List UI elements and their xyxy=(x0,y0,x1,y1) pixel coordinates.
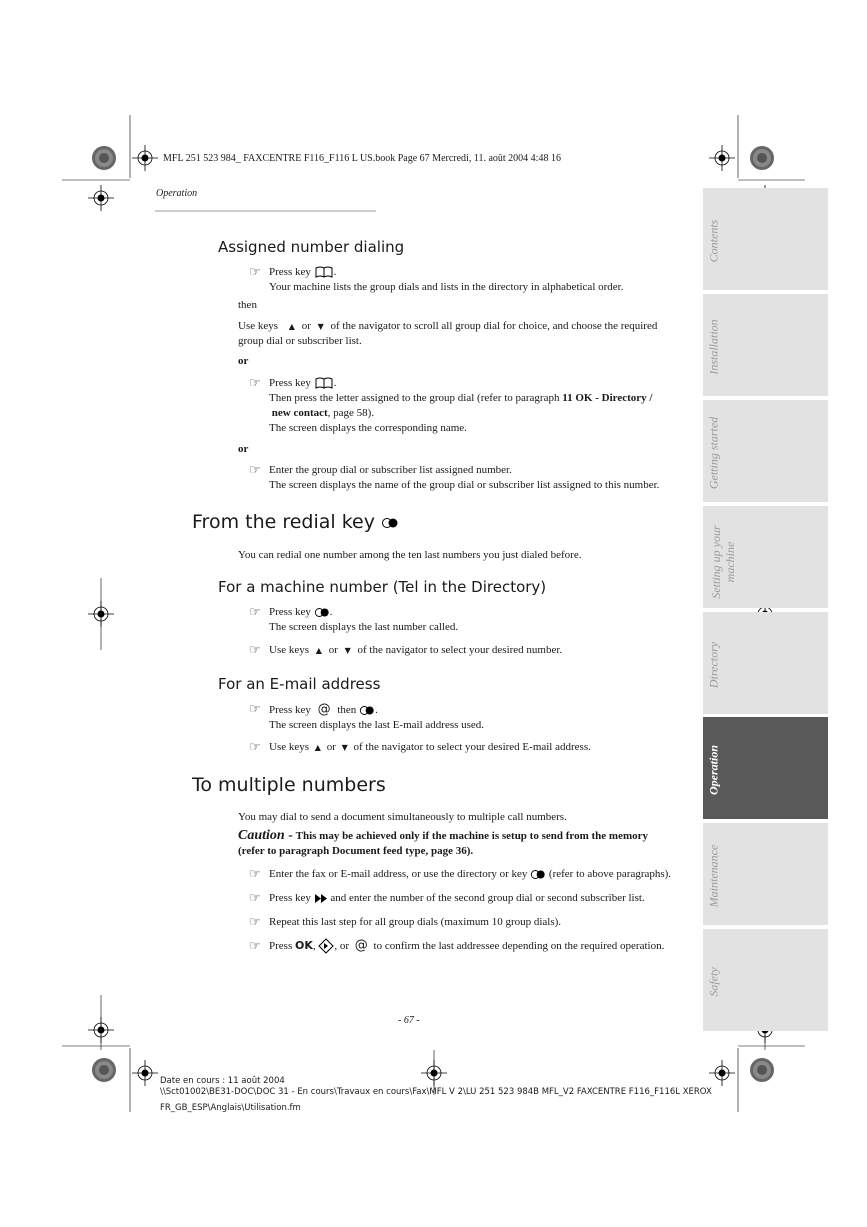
email-step-1: Press key @ then . The screen displays the last E-mail address used. xyxy=(269,702,485,731)
redial-key-icon xyxy=(314,607,330,618)
hand-bullet-icon: ☞ xyxy=(249,938,261,953)
tab-getting-started[interactable]: Getting started xyxy=(703,400,828,502)
tab-setting-up[interactable]: Setting up your machine xyxy=(703,506,828,608)
page-number: - 67 - xyxy=(398,1015,420,1026)
tab-maintenance[interactable]: Maintenance xyxy=(703,823,828,925)
redial-key-icon xyxy=(359,705,375,716)
hand-bullet-icon: ☞ xyxy=(249,890,261,905)
multiple-step-1: Enter the fax or E-mail address, or use the directory or key (refer to above paragraphs). xyxy=(269,868,672,880)
directory-book-icon xyxy=(314,265,334,279)
multiple-step-2: Press key and enter the number of the second group dial or second subscriber list. xyxy=(269,892,645,904)
assigned-step-1: Press key . Your machine lists the group dials and lists in the directory in alphabetical order. xyxy=(269,266,624,293)
hand-bullet-icon: ☞ xyxy=(249,375,261,390)
hand-bullet-icon: ☞ xyxy=(249,914,261,929)
down-arrow-icon: ▼ xyxy=(341,743,348,752)
subsection-title-email: For an E-mail address xyxy=(218,675,381,693)
hand-bullet-icon: ☞ xyxy=(249,739,261,754)
use-keys-paragraph: Use keys ▲ or ▼ of the navigator to scroll all group dial for choice, and choose the required group dial or subscriber list. xyxy=(238,320,658,347)
section-title-multiple-numbers: To multiple numbers xyxy=(192,774,386,796)
hand-bullet-icon: ☞ xyxy=(249,642,261,657)
fast-forward-key-icon xyxy=(314,893,328,904)
multiple-step-4: Press OK, , or @ to confirm the last addressee depending on the required operation. xyxy=(269,938,665,953)
up-arrow-icon: ▲ xyxy=(315,646,322,655)
footer-file: FR_GB_ESP\Anglais\Utilisation.fm xyxy=(160,1103,301,1113)
tab-directory[interactable]: Directory xyxy=(703,612,828,714)
subsection-title-machine-number: For a machine number (Tel in the Directory) xyxy=(218,578,547,596)
tab-operation[interactable]: Operation xyxy=(703,717,828,819)
up-arrow-icon: ▲ xyxy=(314,743,321,752)
section-title-assigned-number: Assigned number dialing xyxy=(218,238,405,256)
assigned-step-3: Enter the group dial or subscriber list assigned number. The screen displays the name of the group dial or subscriber list assigned to this number. xyxy=(269,464,660,491)
section-header: Operation xyxy=(156,188,198,199)
machine-step-1: Press key . The screen displays the last number called. xyxy=(269,606,459,633)
ok-key-label: OK xyxy=(294,939,313,952)
section-title-redial: From the redial key xyxy=(192,511,399,533)
or-label-2: or xyxy=(238,443,249,455)
at-key-icon: @ xyxy=(317,702,331,717)
down-arrow-icon: ▼ xyxy=(344,646,351,655)
caution-note: Caution - This may be achieved only if the machine is setup to send from the memory (refer to paragraph Document feed type, page 36). xyxy=(238,828,649,857)
hand-bullet-icon: ☞ xyxy=(249,462,261,477)
multiple-intro: You may dial to send a document simultaneously to multiple call numbers. xyxy=(238,811,567,823)
email-step-2: Use keys ▲ or ▼ of the navigator to select your desired E-mail address. xyxy=(269,741,591,753)
hand-bullet-icon: ☞ xyxy=(249,866,261,881)
assigned-step-1-result: Your machine lists the group dials and lists in the directory in alphabetical order. xyxy=(269,281,624,293)
hand-bullet-icon: ☞ xyxy=(249,604,261,619)
up-arrow-icon: ▲ xyxy=(288,322,295,331)
book-info-line: MFL 251 523 984_ FAXCENTRE F116_F116 L US.book Page 67 Mercredi, 11. août 2004 4:48 16 xyxy=(163,153,561,164)
hand-bullet-icon: ☞ xyxy=(249,701,261,716)
multiple-step-3: Repeat this last step for all group dials (maximum 10 group dials). xyxy=(269,916,562,928)
tab-installation[interactable]: Installation xyxy=(703,294,828,396)
footer-date: Date en cours : 11 août 2004 xyxy=(160,1076,285,1086)
footer-path: \\Sct01002\BE31-DOC\DOC 31 - En cours\Travaux en cours\Fax\MFL V 2\LU 251 523 984B MFL_V2 FAXCENTRE F116_F116L XEROX xyxy=(160,1087,712,1097)
tab-contents[interactable]: Contents xyxy=(703,188,828,290)
redial-key-icon xyxy=(530,869,546,880)
tab-safety[interactable]: Safety xyxy=(703,929,828,1031)
start-key-icon xyxy=(318,938,334,954)
hand-bullet-icon: ☞ xyxy=(249,264,261,279)
down-arrow-icon: ▼ xyxy=(317,322,324,331)
at-key-icon: @ xyxy=(354,938,368,953)
assigned-step-2: Press key . Then press the letter assigned to the group dial (refer to paragraph 11 OK - Directory / new contact, page 58). The screen displays the corresponding name. xyxy=(269,377,653,434)
or-label-1: or xyxy=(238,355,249,367)
machine-step-2: Use keys ▲ or ▼ of the navigator to select your desired number. xyxy=(269,644,563,656)
then-label: then xyxy=(238,299,257,311)
redial-key-icon xyxy=(381,517,399,529)
redial-intro: You can redial one number among the ten last numbers you just dialed before. xyxy=(238,549,582,561)
directory-book-icon xyxy=(314,376,334,390)
